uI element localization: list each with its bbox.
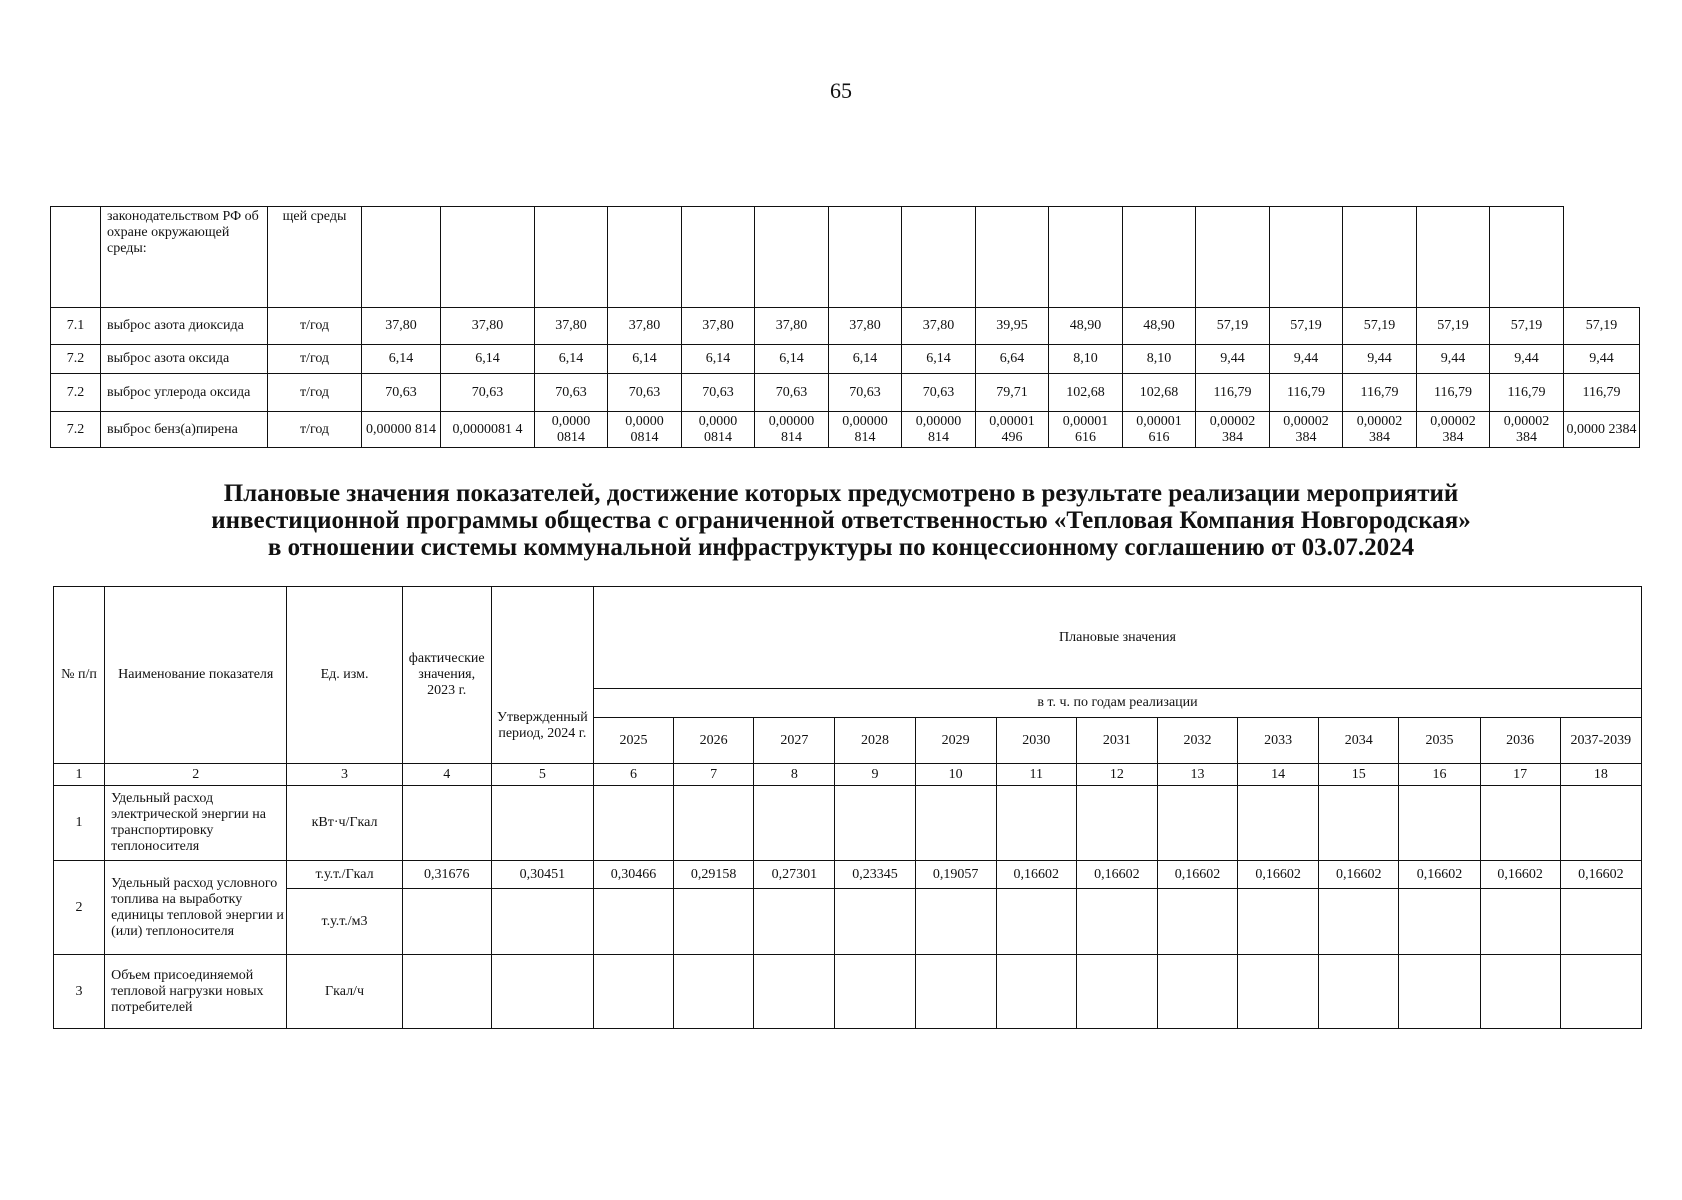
column-number: 17 bbox=[1480, 764, 1560, 786]
header-actual: фактические значения, 2023 г. bbox=[402, 587, 491, 764]
column-number: 5 bbox=[491, 764, 593, 786]
value-cell: 37,80 bbox=[535, 308, 608, 345]
header-no: № п/п bbox=[54, 587, 105, 764]
value-cell: 0,00002 384 bbox=[1343, 412, 1417, 448]
row-number: 3 bbox=[54, 955, 105, 1029]
value-cell: 116,79 bbox=[1196, 374, 1270, 412]
value-cell: 0,16602 bbox=[1076, 861, 1157, 889]
value-cell: 70,63 bbox=[755, 374, 829, 412]
value-cell: 70,63 bbox=[682, 374, 755, 412]
value-cell: 0,00001 616 bbox=[1123, 412, 1196, 448]
value-cell: 9,44 bbox=[1343, 345, 1417, 374]
table-row bbox=[51, 207, 1640, 308]
value-cell: 70,63 bbox=[362, 374, 441, 412]
header-row bbox=[54, 587, 1642, 689]
value-cell: 6,14 bbox=[535, 345, 608, 374]
unit-cell: щей среды bbox=[268, 207, 362, 308]
value-cell: 6,64 bbox=[976, 345, 1049, 374]
column-number: 10 bbox=[915, 764, 996, 786]
value-cell: 0,16602 bbox=[1157, 861, 1237, 889]
value-cell: 0,0000 0814 bbox=[682, 412, 755, 448]
column-number: 6 bbox=[593, 764, 673, 786]
value-cell: 57,19 bbox=[1196, 308, 1270, 345]
value-cell: 102,68 bbox=[1123, 374, 1196, 412]
indicator-name: Удельный расход электрической энергии на транспортировку теплоносителя bbox=[105, 786, 287, 861]
column-number: 12 bbox=[1076, 764, 1157, 786]
value-cell: 70,63 bbox=[535, 374, 608, 412]
value-cell: 8,10 bbox=[1049, 345, 1123, 374]
value-cell: 0,16602 bbox=[1480, 861, 1560, 889]
row-number: 1 bbox=[54, 786, 105, 861]
value-cell: 0,19057 bbox=[915, 861, 996, 889]
column-number: 11 bbox=[996, 764, 1076, 786]
row-number: 7.2 bbox=[51, 412, 101, 448]
value-cell: 102,68 bbox=[1049, 374, 1123, 412]
column-number: 3 bbox=[287, 764, 402, 786]
column-number: 15 bbox=[1319, 764, 1399, 786]
heading-line-2: инвестиционной программы общества с ограниченной ответственностью «Тепловая Компания Новгородская» bbox=[211, 507, 1471, 534]
value-cell: 116,79 bbox=[1564, 374, 1640, 412]
value-cell: 0,00001 616 bbox=[1049, 412, 1123, 448]
value-cell: 70,63 bbox=[829, 374, 902, 412]
value-cell: 37,80 bbox=[902, 308, 976, 345]
indicator-name: выброс азота оксида bbox=[101, 345, 268, 374]
value-cell: 37,80 bbox=[829, 308, 902, 345]
value-cell: 0,00002 384 bbox=[1270, 412, 1343, 448]
column-number: 14 bbox=[1238, 764, 1319, 786]
value-cell: 0,00000 814 bbox=[829, 412, 902, 448]
column-number: 9 bbox=[835, 764, 915, 786]
value-cell: 116,79 bbox=[1417, 374, 1490, 412]
table-row bbox=[51, 374, 1640, 412]
value-cell: 48,90 bbox=[1049, 308, 1123, 345]
header-year: 2029 bbox=[915, 718, 996, 764]
column-number: 16 bbox=[1399, 764, 1480, 786]
header-year: 2028 bbox=[835, 718, 915, 764]
value-cell: 6,14 bbox=[362, 345, 441, 374]
value-cell: 37,80 bbox=[682, 308, 755, 345]
table-row bbox=[54, 786, 1642, 861]
value-cell: 0,30466 bbox=[593, 861, 673, 889]
value-cell: 0,00001 496 bbox=[976, 412, 1049, 448]
header-year: 2037-2039 bbox=[1560, 718, 1641, 764]
unit-cell: Гкал/ч bbox=[287, 955, 402, 1029]
value-cell: 37,80 bbox=[755, 308, 829, 345]
value-cell: 70,63 bbox=[441, 374, 535, 412]
value-cell: 57,19 bbox=[1343, 308, 1417, 345]
value-cell: 0,27301 bbox=[754, 861, 835, 889]
header-year: 2027 bbox=[754, 718, 835, 764]
value-cell: 6,14 bbox=[755, 345, 829, 374]
value-cell: 0,16602 bbox=[996, 861, 1076, 889]
unit-cell: т/год bbox=[268, 308, 362, 345]
value-cell: 9,44 bbox=[1270, 345, 1343, 374]
indicator-name: выброс азота диоксида bbox=[101, 308, 268, 345]
row-number: 7.2 bbox=[51, 345, 101, 374]
header-year: 2025 bbox=[593, 718, 673, 764]
value-cell: 6,14 bbox=[902, 345, 976, 374]
value-cell: 0,16602 bbox=[1319, 861, 1399, 889]
value-cell: 79,71 bbox=[976, 374, 1049, 412]
column-number: 18 bbox=[1560, 764, 1641, 786]
actual-value: 0,31676 bbox=[402, 861, 491, 889]
heading-line-1: Плановые значения показателей, достижение которых предусмотрено в результате реализации мероприятий bbox=[223, 480, 1459, 507]
header-approved: Утвержденный период, 2024 г. bbox=[491, 689, 593, 764]
header-year: 2031 bbox=[1076, 718, 1157, 764]
header-unit: Ед. изм. bbox=[287, 587, 402, 764]
value-cell: 0,16602 bbox=[1560, 861, 1641, 889]
section-heading bbox=[0, 480, 1682, 561]
value-cell: 6,14 bbox=[829, 345, 902, 374]
planned-indicators-table bbox=[53, 586, 1642, 1029]
page-number: 65 bbox=[830, 78, 852, 103]
value-cell: 116,79 bbox=[1490, 374, 1564, 412]
unit-cell: кВт·ч/Гкал bbox=[287, 786, 402, 861]
value-cell: 9,44 bbox=[1196, 345, 1270, 374]
row-number: 2 bbox=[54, 861, 105, 955]
unit-cell: т/год bbox=[268, 345, 362, 374]
row-number: 7.1 bbox=[51, 308, 101, 345]
column-number: 7 bbox=[674, 764, 754, 786]
value-cell: 9,44 bbox=[1490, 345, 1564, 374]
value-cell: 0,00000 814 bbox=[902, 412, 976, 448]
header-year: 2035 bbox=[1399, 718, 1480, 764]
column-number: 13 bbox=[1157, 764, 1237, 786]
value-cell: 0,00002 384 bbox=[1417, 412, 1490, 448]
value-cell: 9,44 bbox=[1564, 345, 1640, 374]
indicator-name: выброс бенз(а)пирена bbox=[101, 412, 268, 448]
value-cell: 0,00002 384 bbox=[1196, 412, 1270, 448]
column-numbers-row bbox=[54, 764, 1642, 786]
value-cell: 116,79 bbox=[1270, 374, 1343, 412]
header-year: 2026 bbox=[674, 718, 754, 764]
table-row bbox=[51, 345, 1640, 374]
column-number: 8 bbox=[754, 764, 835, 786]
header-by-years: в т. ч. по годам реализации bbox=[593, 689, 1641, 718]
value-cell: 0,23345 bbox=[835, 861, 915, 889]
header-planned: Плановые значения bbox=[593, 587, 1641, 689]
unit-cell: т/год bbox=[268, 374, 362, 412]
value-cell: 9,44 bbox=[1417, 345, 1490, 374]
column-number: 1 bbox=[54, 764, 105, 786]
value-cell: 0,16602 bbox=[1399, 861, 1480, 889]
indicator-name: законодательством РФ об охране окружающей среды: bbox=[101, 207, 268, 308]
unit-cell: т.у.т./Гкал bbox=[287, 861, 402, 889]
header-year: 2032 bbox=[1157, 718, 1237, 764]
value-cell: 0,0000081 4 bbox=[441, 412, 535, 448]
value-cell: 37,80 bbox=[362, 308, 441, 345]
value-cell: 0,0000 0814 bbox=[535, 412, 608, 448]
header-year: 2034 bbox=[1319, 718, 1399, 764]
header-year: 2030 bbox=[996, 718, 1076, 764]
header-year: 2033 bbox=[1238, 718, 1319, 764]
row-number: 7.2 bbox=[51, 374, 101, 412]
value-cell: 8,10 bbox=[1123, 345, 1196, 374]
indicator-name: Удельный расход условного топлива на выработку единицы тепловой энергии и (или) теплоносителя bbox=[105, 861, 287, 955]
value-cell: 70,63 bbox=[608, 374, 682, 412]
heading-line-3: в отношении системы коммунальной инфраструктуры по концессионному соглашению от 03.07.2024 bbox=[267, 534, 1415, 561]
value-cell: 0,00000 814 bbox=[362, 412, 441, 448]
value-cell: 39,95 bbox=[976, 308, 1049, 345]
value-cell: 37,80 bbox=[441, 308, 535, 345]
header-name: Наименование показателя bbox=[105, 587, 287, 764]
value-cell: 6,14 bbox=[682, 345, 755, 374]
header-year: 2036 bbox=[1480, 718, 1560, 764]
value-cell: 48,90 bbox=[1123, 308, 1196, 345]
value-cell: 57,19 bbox=[1270, 308, 1343, 345]
emissions-table bbox=[50, 206, 1640, 448]
value-cell: 6,14 bbox=[608, 345, 682, 374]
table-row bbox=[54, 861, 1642, 889]
value-cell: 70,63 bbox=[902, 374, 976, 412]
unit-cell: т.у.т./м3 bbox=[287, 889, 402, 955]
value-cell: 37,80 bbox=[608, 308, 682, 345]
table-row bbox=[54, 889, 1642, 955]
unit-cell: т/год bbox=[268, 412, 362, 448]
value-cell: 0,0000 0814 bbox=[608, 412, 682, 448]
value-cell: 0,00000 814 bbox=[755, 412, 829, 448]
value-cell: 6,14 bbox=[441, 345, 535, 374]
table-row bbox=[51, 412, 1640, 448]
indicator-name: Объем присоединяемой тепловой нагрузки новых потребителей bbox=[105, 955, 287, 1029]
value-cell: 57,19 bbox=[1490, 308, 1564, 345]
value-cell: 0,29158 bbox=[674, 861, 754, 889]
table-row bbox=[54, 955, 1642, 1029]
column-number: 2 bbox=[105, 764, 287, 786]
table-row bbox=[51, 308, 1640, 345]
approved-value: 0,30451 bbox=[491, 861, 593, 889]
column-number: 4 bbox=[402, 764, 491, 786]
value-cell: 0,16602 bbox=[1238, 861, 1319, 889]
value-cell: 0,0000 2384 bbox=[1564, 412, 1640, 448]
value-cell: 57,19 bbox=[1417, 308, 1490, 345]
value-cell: 116,79 bbox=[1343, 374, 1417, 412]
indicator-name: выброс углерода оксида bbox=[101, 374, 268, 412]
value-cell: 57,19 bbox=[1564, 308, 1640, 345]
value-cell: 0,00002 384 bbox=[1490, 412, 1564, 448]
